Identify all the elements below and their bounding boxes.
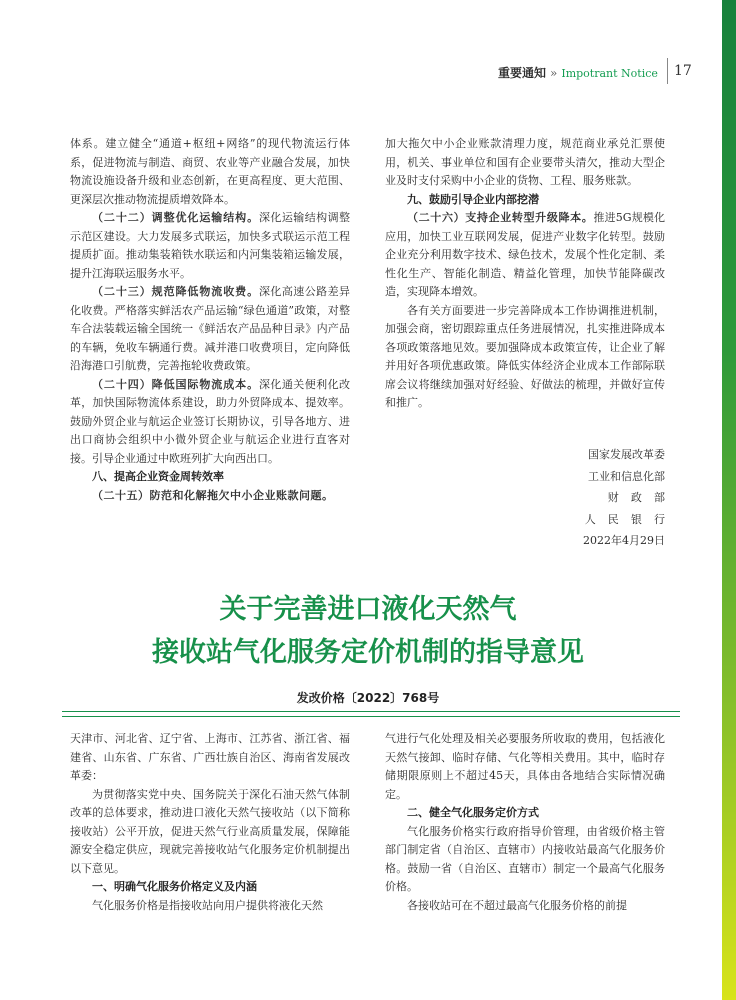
paragraph: 气化服务价格是指接收站向用户提供将液化天然 <box>92 898 323 912</box>
page-number: 17 <box>674 63 692 79</box>
section-heading: 二、健全气化服务定价方式 <box>407 806 539 819</box>
rule-bottom <box>62 716 680 717</box>
article-title <box>0 588 736 674</box>
paragraph: 气化服务价格实行政府指导价管理，由省级价格主管部门制定省（自治区、直辖市）内接收站最高气化服务价格。鼓励一省（自治区、直辖市）制定一个最高气化服务价格。 <box>385 824 665 893</box>
clause-heading: （二十三）规范降低物流收费。 <box>92 285 259 298</box>
paragraph: 各有关方面要进一步完善降成本工作协调推进机制，加强会商，密切跟踪重点任务进展情况，扎实推进降成本各项政策落地见效。要加强降成本政策宣传，让企业了解并用好各项优惠政策。降低实体经济企业成本工作部际联席会议将继续加强对好经验、好做法的梳理，并做好宣传和推广。 <box>385 303 665 409</box>
section-heading: 八、提高企业资金周转效率 <box>92 470 224 483</box>
clause-heading: （二十四）降低国际物流成本。 <box>92 377 259 391</box>
header-divider <box>667 58 668 84</box>
paragraph: 加大拖欠中小企业账款清理力度，规范商业承兑汇票使用，机关、事业单位和国有企业要带头清欠，推动大型企业及时支付采购中小企业的货物、工程、服务账款。 <box>385 137 665 187</box>
clause-heading: （二十六）支持企业转型升级降本。 <box>407 211 594 224</box>
article-column-right <box>385 730 665 915</box>
clause-text: 深化运输结构调整示范区建设。大力发展多式联运，加快多式联运示范工程提质扩面。推动集装箱铁水联运和内河集装箱运输发展，提升江海联运服务水平。 <box>70 211 350 280</box>
paragraph: 体系。建立健全“通道+枢纽+网络”的现代物流运行体系，促进物流与制造、商贸、农业等产业融合发展，加快物流设施设备升级和业态创新，在更高程度、更大范围、更深层次推动物流提质增效降本。 <box>70 137 350 206</box>
clause-heading: （二十五）防范和化解拖欠中小企业账款问题。 <box>92 488 334 502</box>
section-title: 重要通知 <box>498 66 547 80</box>
clause-text: 推进5G规模化应用，加快工业互联网发展，促进产业数字化转型。鼓励企业充分利用数字技术、绿色技术，发展个性化定制、柔性化生产、智能化制造、精益化管理，加快节能降碳改造，实现降本增效。 <box>385 211 666 298</box>
paragraph: 气进行气化处理及相关必要服务所收取的费用，包括液化天然气接卸、临时存储、气化等相关费用。其中，临时存储期限原则上不超过45天，具体由各地结合实际情况确定。 <box>385 732 665 801</box>
issuer-ndrc: 国家发展改革委 <box>588 448 665 461</box>
clause-text: 深化高速公路差异化收费。严格落实鲜活农产品运输“绿色通道”政策，对整车合法装载运输全国统一《鲜活农产品品种目录》内产品的车辆，免收车辆通行费。减并港口收费项目，定向降低沿海港口引航费，完善拖轮收费政策。 <box>70 285 350 372</box>
paragraph: 为贯彻落实党中央、国务院关于深化石油天然气体制改革的总体要求，推动进口液化天然气接收站（以下简称接收站）公平开放，促进天然气行业高质量发展，保障能源安全稳定供应，现就完善接收站气化服务定价机制提出以下意见。 <box>70 787 350 875</box>
paragraph: 天津市、河北省、辽宁省、上海市、江苏省、浙江省、福建省、山东省、广东省、广西壮族自治区、海南省发展改革委： <box>70 732 350 782</box>
section-title-en: Impotrant Notice <box>561 67 658 80</box>
issuer-signoff <box>530 444 678 552</box>
issuer-miit: 工业和信息化部 <box>588 469 665 483</box>
prev-article-column-right <box>385 135 665 413</box>
paragraph: 各接收站可在不超过最高气化服务价格的前提 <box>407 898 627 912</box>
paragraph <box>70 376 350 469</box>
document-number: 发改价格〔2022〕768号 <box>296 691 440 705</box>
paragraph <box>385 209 665 302</box>
section-heading: 九、鼓励引导企业内部挖潜 <box>407 192 539 206</box>
article-title-line-1: 关于完善进口液化天然气 <box>219 594 517 625</box>
page-edge-color-bar <box>722 0 736 1000</box>
clause-heading: （二十二）调整优化运输结构。 <box>92 211 259 224</box>
clause-text: 深化通关便利化改革，加快国际物流体系建设，助力外贸降成本、提效率。鼓励外贸企业与航运企业签订长期协议，引导各地方、进出口商协会组织中小微外贸企业与航运企业进行直客对接。引导企业通过中欧班列扩大向西出口。 <box>70 377 350 465</box>
issuer-mof: 财政部 <box>607 491 678 504</box>
section-header <box>498 64 658 81</box>
article-title-line-2: 接收站气化服务定价机制的指导意见 <box>152 637 584 668</box>
issue-date: 2022年4月29日 <box>583 534 665 547</box>
rule-top <box>62 711 680 712</box>
article-column-left <box>70 730 350 915</box>
section-heading: 一、明确气化服务价格定义及内涵 <box>92 880 257 893</box>
paragraph <box>70 283 350 376</box>
prev-article-column-left <box>70 135 350 505</box>
paragraph <box>70 209 350 283</box>
issuer-pboc: 人民银行 <box>584 512 678 526</box>
paragraph <box>70 487 350 506</box>
double-chevron-icon: » <box>550 66 558 80</box>
